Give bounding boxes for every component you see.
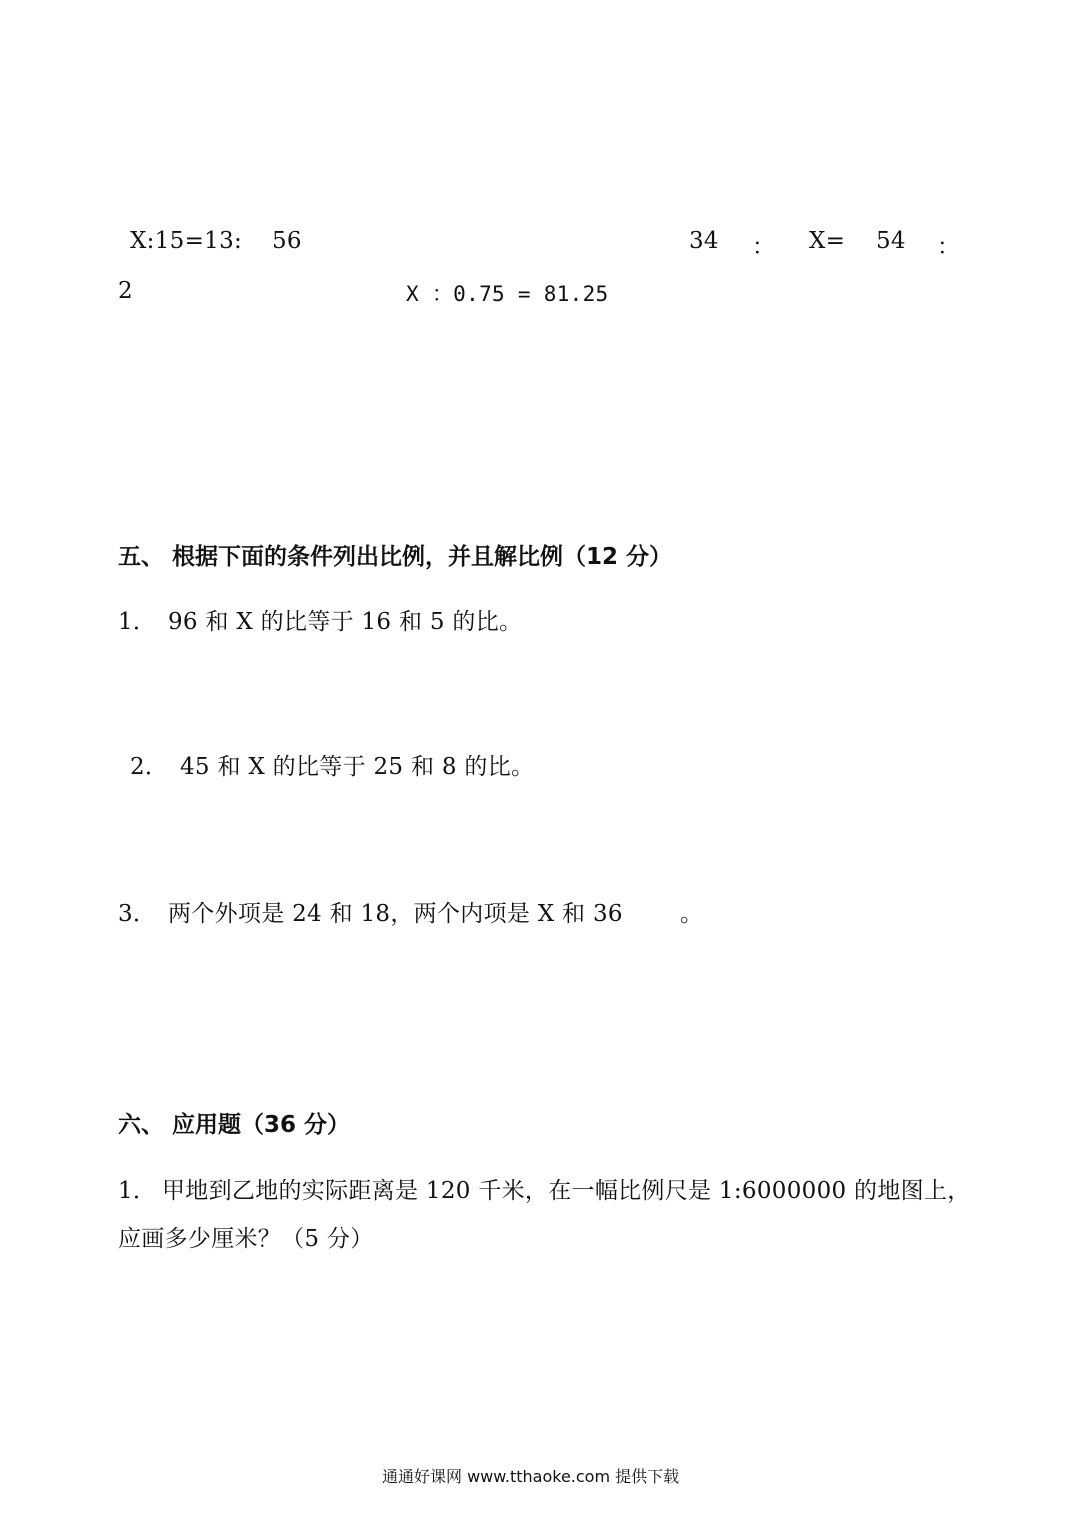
equation-2-c: 2	[118, 278, 133, 304]
equation-3: X ：0.75 = 81.25	[406, 282, 609, 306]
section-5-q3-text: 两个外项是 24 和 18，两个内项是 X 和 36	[168, 901, 623, 927]
section-5-q3-end: 。	[680, 901, 704, 927]
equation-2-b: 54	[876, 228, 906, 254]
section-6-heading: 六、 应用题（36 分）	[118, 1112, 351, 1138]
footer-source: 通通好课网 www.tthaoke.com 提供下载	[382, 1467, 680, 1486]
equation-2-colon-2: ：	[937, 234, 961, 260]
equation-1-right: 56	[272, 228, 302, 254]
section-6-q1-line-1: 甲地到乙地的实际距离是 120 千米，在一幅比例尺是 1:6000000 的地图上，	[162, 1178, 971, 1204]
equation-2-a: 34	[689, 228, 719, 254]
section-6-q1-line-2: 应画多少厘米？（5 分）	[118, 1226, 374, 1252]
section-5-q1-number: 1．	[118, 609, 157, 635]
section-5-q3-number: 3．	[118, 901, 157, 927]
section-5-q1-text: 96 和 X 的比等于 16 和 5 的比。	[168, 609, 523, 635]
section-5-heading: 五、 根据下面的条件列出比例，并且解比例（12 分）	[118, 544, 673, 570]
section-5-q2-number: 2．	[130, 754, 169, 780]
equation-1-left: X:15=13:	[130, 228, 243, 254]
section-5-q2-text: 45 和 X 的比等于 25 和 8 的比。	[180, 754, 535, 780]
equation-2-colon-1: ：	[752, 234, 776, 260]
section-6-q1-number: 1．	[118, 1178, 157, 1204]
equation-2-x: X=	[809, 228, 846, 254]
